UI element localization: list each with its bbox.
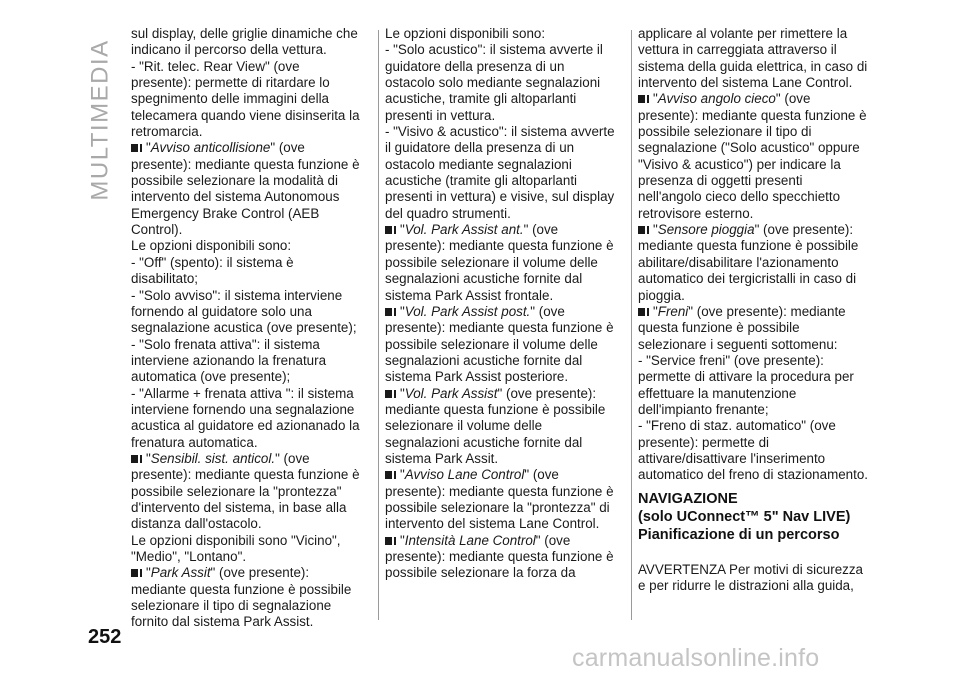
menu-option-icon <box>638 95 645 103</box>
menu-option-icon <box>131 569 138 577</box>
watermark: carmanualsonline.info <box>572 644 820 672</box>
section-heading <box>638 490 868 544</box>
menu-option-entry: "Avviso anticollisione" (ove presente): mediante questa funzione è possibile selezionare la modalità di intervento del sistema Autonomous Emergency Brake Control (AEB Control). <box>131 140 360 238</box>
option-description: " (ove presente): mediante questa funzione è possibile selezionare il tipo di segnalazione ("Solo acustico" oppure "Visivo & acustico") per indicare la presenza di oggetti presenti nell'angolo cieco dello specchietto retrovisore esterno. <box>638 91 867 221</box>
option-description: " (ove presente): mediante questa funzione è possibile selezionare la "prontezza" d'intervento del sistema, in base alla distanza dall'ostacolo. <box>131 450 360 532</box>
text-column-1 <box>131 26 361 631</box>
list-item: - "Solo avviso": il sistema interviene fornendo al guidatore solo una segnalazione acustica (ove presente); <box>131 287 357 336</box>
paragraph: Le opzioni disponibili sono: <box>385 26 546 41</box>
option-label: Avviso anticollisione <box>150 140 271 156</box>
menu-option-icon <box>385 226 392 234</box>
paragraph: Le opzioni disponibili sono: <box>131 238 292 254</box>
option-description: " (ove presente): mediante questa funzione è possibile selezionare i seguenti sottomenu: <box>638 303 846 352</box>
menu-option-icon <box>638 308 645 316</box>
list-item: - "Off" (spento): il sistema è disabilitato; <box>131 254 294 287</box>
option-description: " (ove presente): mediante questa funzione è possibile selezionare il volume delle segnalazioni acustiche fornite dal sistema Park Assist posteriore. <box>385 303 614 385</box>
menu-option-icon <box>385 537 392 545</box>
option-label: Sensore pioggia <box>657 222 755 238</box>
option-label: Sensibil. sist. anticol. <box>150 450 276 466</box>
menu-option-entry: "Vol. Park Assist post." (ove presente): mediante questa funzione è possibile selezionare il volume delle segnalazioni acustiche fornite dal sistema Park Assist posteriore. <box>385 303 614 385</box>
menu-option-icon <box>131 455 138 463</box>
option-description: " (ove presente): mediante questa funzione è possibile selezionare la modalità di intervento del sistema Autonomous Emergency Brake Control (AEB Control). <box>131 140 360 238</box>
list-item: - "Solo frenata attiva": il sistema interviene azionando la frenatura automatica (ove presente); <box>131 336 327 385</box>
menu-option-entry: "Intensità Lane Control" (ove presente): mediante questa funzione è possibile selezionare la forza da <box>385 532 614 581</box>
text-column-3 <box>638 26 868 594</box>
option-label: Park Assit <box>150 565 211 581</box>
list-item: - "Visivo & acustico": il sistema avverte il guidatore della presenza di un ostacolo mediante segnalazioni acustiche (tramite gli altoparlanti presenti in vettura) e visive, sul display del quadro strumenti. <box>385 124 615 221</box>
heading-subtitle: (solo UConnect™ 5" Nav LIVE) <box>638 508 851 525</box>
text-column-2 <box>385 26 615 582</box>
heading-navigazione: NAVIGAZIONE <box>638 490 738 507</box>
menu-option-entry: "Freni" (ove presente): mediante questa funzione è possibile selezionare i seguenti sottomenu: <box>638 303 846 352</box>
heading-route-planning: Pianificazione di un percorso <box>638 526 840 543</box>
option-label: Freni <box>657 303 689 319</box>
column-divider-right <box>631 30 632 620</box>
list-item: - "Freno di staz. automatico" (ove presente): permette di attivare/disattivare l'inserimento automatico del freno di stazionamento. <box>638 418 869 483</box>
list-item: - "Allarme + frenata attiva ": il sistema interviene fornendo una segnalazione acustica al guidatore ed azionanado la frenatura automatica. <box>131 385 360 450</box>
paragraph: Le opzioni disponibili sono "Vicino", "Medio", "Lontano". <box>131 532 341 564</box>
menu-option-entry: "Sensibil. sist. anticol." (ove presente): mediante questa funzione è possibile selezionare la "prontezza" d'intervento del sistema, in base alla distanza dall'ostacolo. <box>131 450 360 532</box>
option-label: Vol. Park Assist ant. <box>404 222 524 238</box>
menu-option-entry: "Avviso Lane Control" (ove presente): mediante questa funzione è possibile selezionare la "prontezza" di intervento del sistema Lane Control. <box>385 467 614 532</box>
list-item: - "Service freni" (ove presente): permette di attivare la procedura per effettuare la manutenzione dell'impianto frenante; <box>638 352 854 417</box>
menu-option-icon <box>385 390 392 398</box>
option-label: Intensità Lane Control <box>404 532 536 548</box>
option-label: Avviso angolo cieco <box>657 91 776 107</box>
paragraph: AVVERTENZA Per motivi di sicurezza e per ridurre le distrazioni alla guida, <box>638 561 863 593</box>
menu-option-icon <box>385 308 392 316</box>
option-description: " (ove presente): mediante questa funzione è possibile selezionare la "prontezza" di intervento del sistema Lane Control. <box>385 467 614 532</box>
option-description: " (ove presente): mediante questa funzione è possibile abilitare/disabilitare l'azionamento automatico dei tergicristalli in caso di pioggia. <box>638 222 859 303</box>
option-description: " (ove presente): mediante questa funzione è possibile selezionare la forza da <box>385 532 614 581</box>
option-description: " (ove presente): mediante questa funzione è possibile selezionare il volume delle segnalazioni acustiche fornite dal sistema Park Assist frontale. <box>385 222 614 303</box>
page-number: 252 <box>88 626 122 648</box>
option-description: " (ove presente): mediante questa funzione è possibile selezionare il tipo di segnalazione fornito dal sistema Park Assist. <box>131 565 352 630</box>
menu-option-icon <box>131 144 138 152</box>
section-title-text: MULTIMEDIA <box>87 39 115 201</box>
menu-option-entry: "Vol. Park Assist" (ove presente): mediante questa funzione è possibile selezionare il volume delle segnalazioni acustiche fornite dal sistema Park Assit. <box>385 385 606 466</box>
menu-option-entry: "Park Assit" (ove presente): mediante questa funzione è possibile selezionare il tipo di segnalazione fornito dal sistema Park Assist. <box>131 565 352 630</box>
menu-option-icon <box>638 226 645 234</box>
paragraph: applicare al volante per rimettere la vettura in carreggiata attraverso il sistema della guida elettrica, in caso di intervento del sistema Lane Control. <box>638 26 868 91</box>
menu-option-entry: "Avviso angolo cieco" (ove presente): mediante questa funzione è possibile selezionare il tipo di segnalazione ("Solo acustico" oppure "Visivo & acustico") per indicare la presenza di oggetti presenti nell'angolo cieco dello specchietto retrovisore esterno. <box>638 91 867 221</box>
menu-option-entry: "Vol. Park Assist ant." (ove presente): mediante questa funzione è possibile selezionare il volume delle segnalazioni acustiche fornite dal sistema Park Assist frontale. <box>385 222 614 303</box>
paragraph: sul display, delle griglie dinamiche che indicano il percorso della vettura. <box>131 26 358 58</box>
menu-option-entry: "Sensore pioggia" (ove presente): mediante questa funzione è possibile abilitare/disabilitare l'azionamento automatico dei tergicristalli in caso di pioggia. <box>638 222 859 303</box>
option-description: " (ove presente): mediante questa funzione è possibile selezionare il volume delle segnalazioni acustiche fornite dal sistema Park Assit. <box>385 385 606 466</box>
option-label: Vol. Park Assist <box>404 385 498 401</box>
section-title <box>84 40 118 200</box>
menu-option-icon <box>385 471 392 479</box>
list-item: - "Solo acustico": il sistema avverte il guidatore della presenza di un ostacolo solo mediante segnalazioni acustiche, tramite gli altoparlanti presenti in vettura. <box>385 42 603 123</box>
column-divider-left <box>378 30 379 620</box>
option-label: Avviso Lane Control <box>404 467 525 483</box>
option-label: Vol. Park Assist post. <box>404 303 531 319</box>
paragraph: - "Rit. telec. Rear View" (ove presente): permette di ritardare lo spegnimento delle immagini della telecamera quando viene disinserita la retromarcia. <box>131 58 360 140</box>
